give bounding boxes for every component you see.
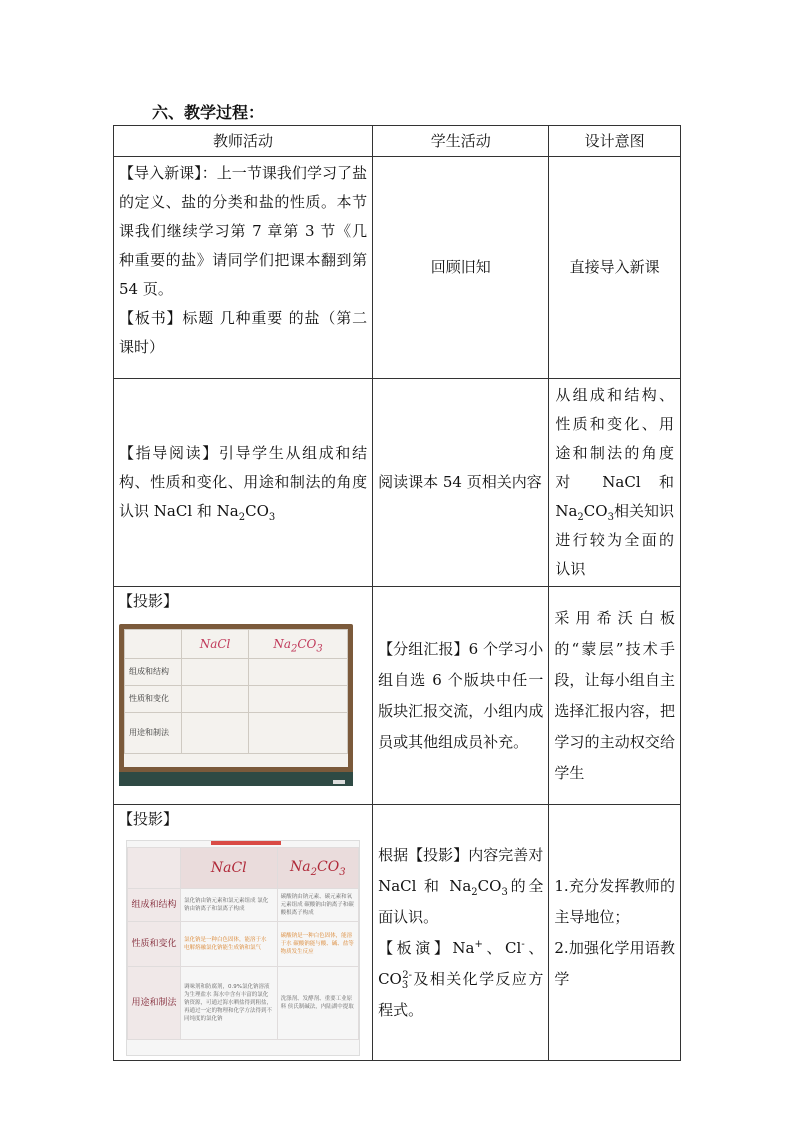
board-col-na2co3: $Na_2CO_3$ [249, 630, 348, 659]
design-intent-cell: 直接导入新课 [549, 157, 681, 379]
teacher-activity-cell [114, 587, 373, 805]
slide-col-na2co3: $Na_2CO_3$ [277, 848, 358, 889]
board-col-nacl: NaCl [182, 630, 249, 659]
board-row-label: 用途和制法 [125, 713, 182, 754]
teacher-activity-cell [114, 805, 373, 1061]
slide-row-label: 性质和变化 [128, 922, 181, 967]
teaching-process-table [113, 125, 681, 1061]
design-intent-cell: 采用希沃白板的“蒙层”技术手段，让每小组自主选择汇报内容，把学习的主动权交给学生 [549, 587, 681, 805]
teacher-activity-cell: 【指导阅读】引导学生从组成和结构、性质和变化、用途和制法的角度认识 NaCl 和 $Na_2CO_3$ [114, 379, 373, 587]
projection-label: 【投影】 [118, 592, 179, 610]
teacher-text: 【导入新课】：上一节课我们学习了盐的定义、盐的分类和盐的性质。本节课我们继续学习第 7 章第 3 节《几种重要的盐》请同学们把课本翻到第 54 页。 [119, 164, 368, 298]
section-heading: 六、教学过程： [152, 103, 265, 122]
board-row-label: 组成和结构 [125, 659, 182, 686]
slide-col-nacl: NaCl [181, 848, 278, 889]
design-intent-cell: 从组成和结构、性质和变化、用途和制法的角度对 NaCl 和 $Na_2CO_3$相关知识进行较为全面的认识 [549, 379, 681, 587]
student-activity-cell: 阅读课本 54 页相关内容 [373, 379, 549, 587]
table-row [114, 587, 681, 805]
slide-row-label: 组成和结构 [128, 889, 181, 922]
design-intent-cell: 1.充分发挥教师的主导地位； 2.加强化学用语教学 [549, 805, 681, 1061]
chalkboard-image [119, 624, 353, 786]
chalk-tray [119, 772, 353, 786]
header-teacher: 教师活动 [114, 126, 373, 157]
table-row [114, 157, 681, 379]
slide-image: NaCl $Na_2CO_3$ 组成和结构 氯化钠由钠元素和氯元素组成 氯化钠由钠离子和氯离子构成 碳酸钠由钠元素、碳元素和氧元素组成 碳酸钠由钠离子和碳酸根离子构成 性质和变化 氯化钠是一种白色固体，能溶于水 电解熔融氯化钠能生成钠和氯气 碳酸钠是一种白色固体，能溶于水 碳酸钠能与酸、碱、盐等物质发生反应 用途和制法 调味剂和防腐剂，0.9%氯化钠溶液为生理盐水 海水中含有丰富的氯化钠资源，可通过海水晒盐得到粗盐，再通过一定的物理和化学方法得到不同纯度的氯化钠 洗涤剂、发酵剂、重要工业原料 侯氏制碱法，内陆湖中提取 [126, 840, 360, 1056]
student-activity-cell: 回顾旧知 [373, 157, 549, 379]
table-row [114, 379, 681, 587]
table-header-row [114, 126, 681, 157]
slide-row-label: 用途和制法 [128, 967, 181, 1040]
teacher-text: 【板书】标题 几种重要 的盐（第二课时） [119, 309, 368, 356]
header-intent: 设计意图 [549, 126, 681, 157]
student-activity-cell: 【分组汇报】6 个学习小组自选 6 个版块中任一版块汇报交流，小组内成员或其他组成员补充。 [373, 587, 549, 805]
board-row-label: 性质和变化 [125, 686, 182, 713]
teacher-activity-cell [114, 157, 373, 379]
projection-label: 【投影】 [118, 810, 179, 828]
table-row [114, 805, 681, 1061]
header-student: 学生活动 [373, 126, 549, 157]
student-activity-cell: 根据【投影】内容完善对 NaCl 和 $Na_2CO_3$的全面认识。 【板演】Na+、Cl-、$CO_3^{2-}$及相关化学反应方程式。 [373, 805, 549, 1061]
